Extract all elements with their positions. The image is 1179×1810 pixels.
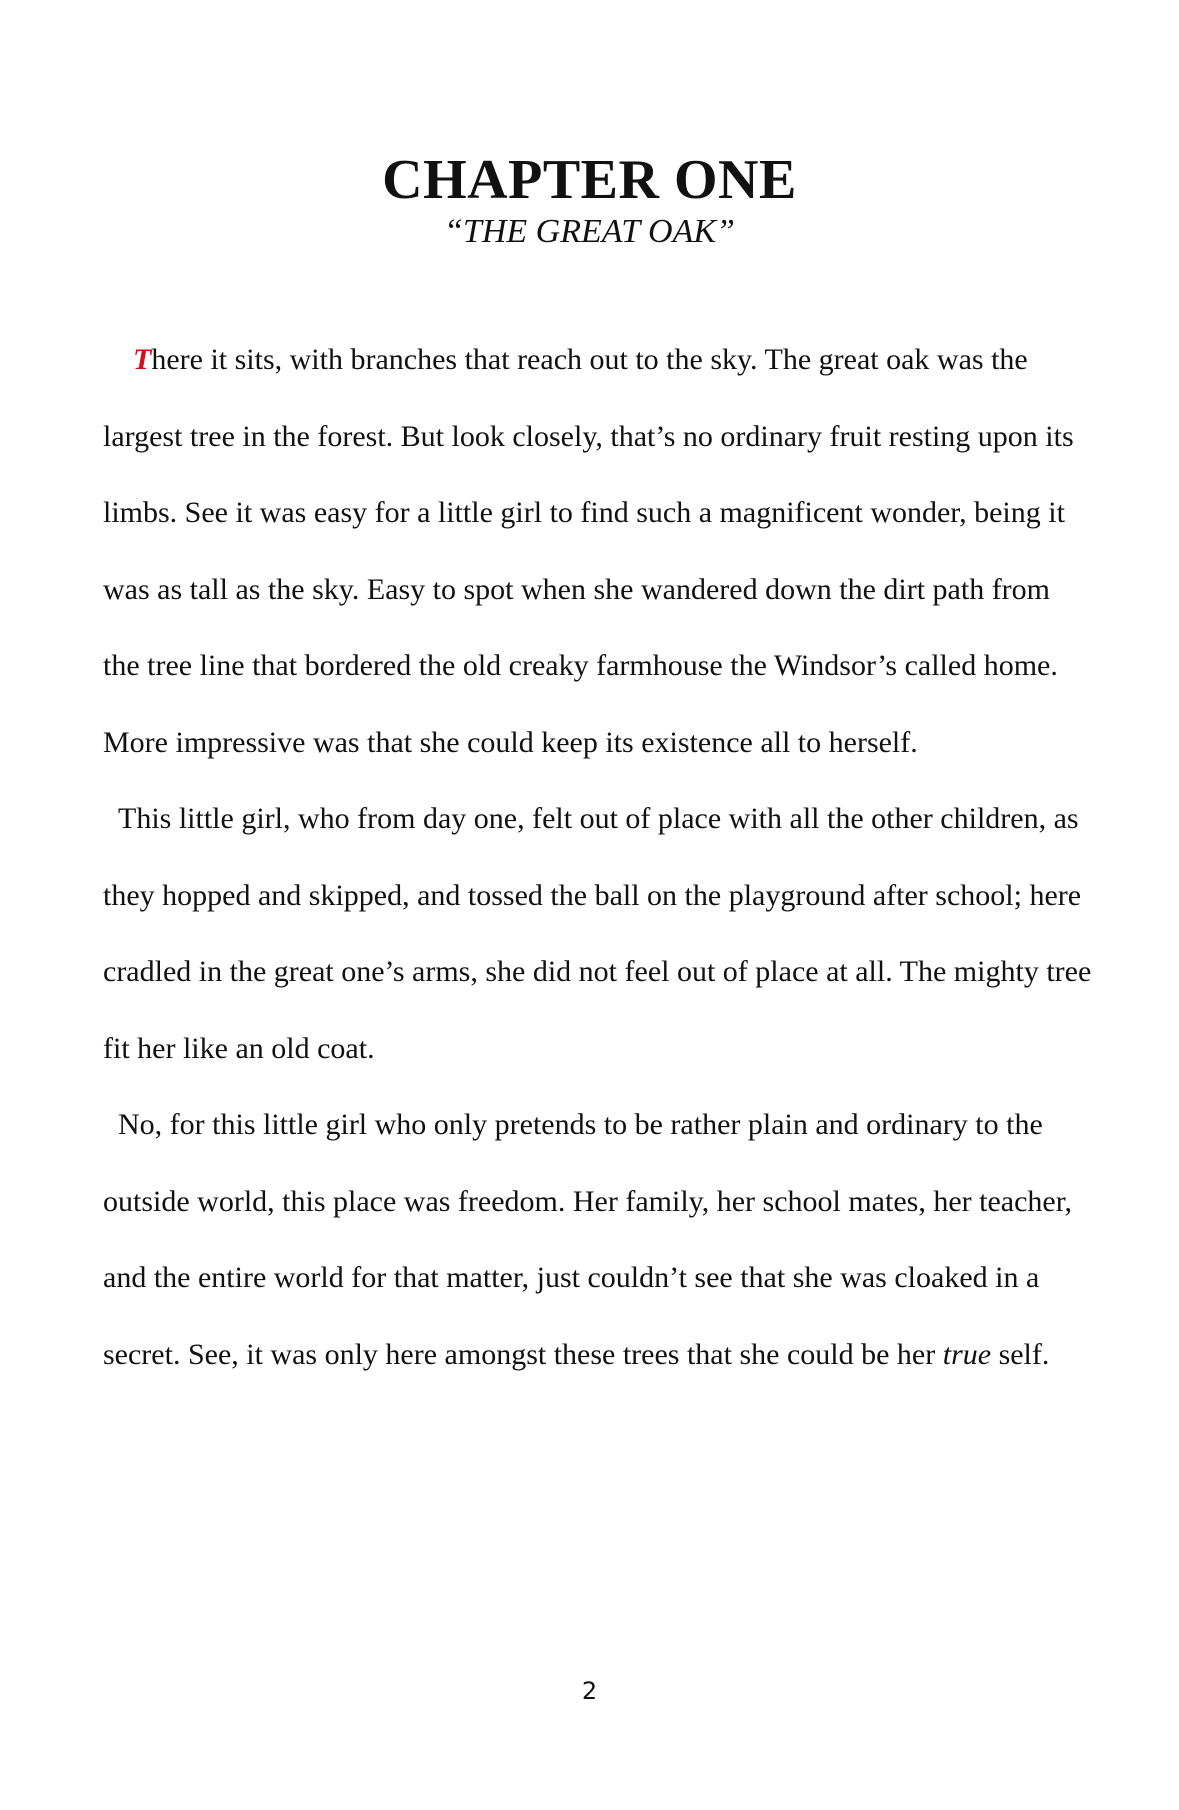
emphasis-true: true — [942, 1337, 992, 1371]
page-number: 2 — [581, 1677, 598, 1705]
paragraph-3 — [103, 1087, 1093, 1393]
paragraph-1 — [103, 322, 1093, 781]
paragraph-1-text: here it sits, with branches that reach out to the sky. The great oak was the largest tree in the forest. But look closely, that’s no ordinary fruit resting upon its limbs. See it was easy for a little girl to find such a magnificent wonder, being it was as tall as the sky. Easy to spot when she wandered down the dirt path from the tree line that bordered the old creaky farmhouse the Windsor’s called home. More impressive was that she could keep its existence all to herself. — [103, 343, 1074, 759]
paragraph-2-text: This little girl, who from day one, felt out of place with all the other children, as they hopped and skipped, and tossed the ball on the playground after school; here cradled in the great one’s arms, she did not feel out of place at all. The mighty tree fit her like an old coat. — [103, 802, 1092, 1065]
drop-initial: T — [133, 343, 152, 376]
chapter-subtitle: “THE GREAT OAK” — [444, 213, 735, 250]
paragraph-3-ending: self. — [991, 1337, 1050, 1371]
paragraph-3-text: No, for this little girl who only pretends to be rather plain and ordinary to the outside world, this place was freedom. Her family, her school mates, her teacher, and the entire world for that matter, just couldn’t see that she was cloaked in a secret. See, it was only here amongst these trees that she could be her — [103, 1108, 1073, 1371]
paragraph-2 — [103, 781, 1093, 1087]
chapter-title: CHAPTER ONE — [382, 149, 797, 211]
chapter-body — [103, 322, 1093, 1393]
